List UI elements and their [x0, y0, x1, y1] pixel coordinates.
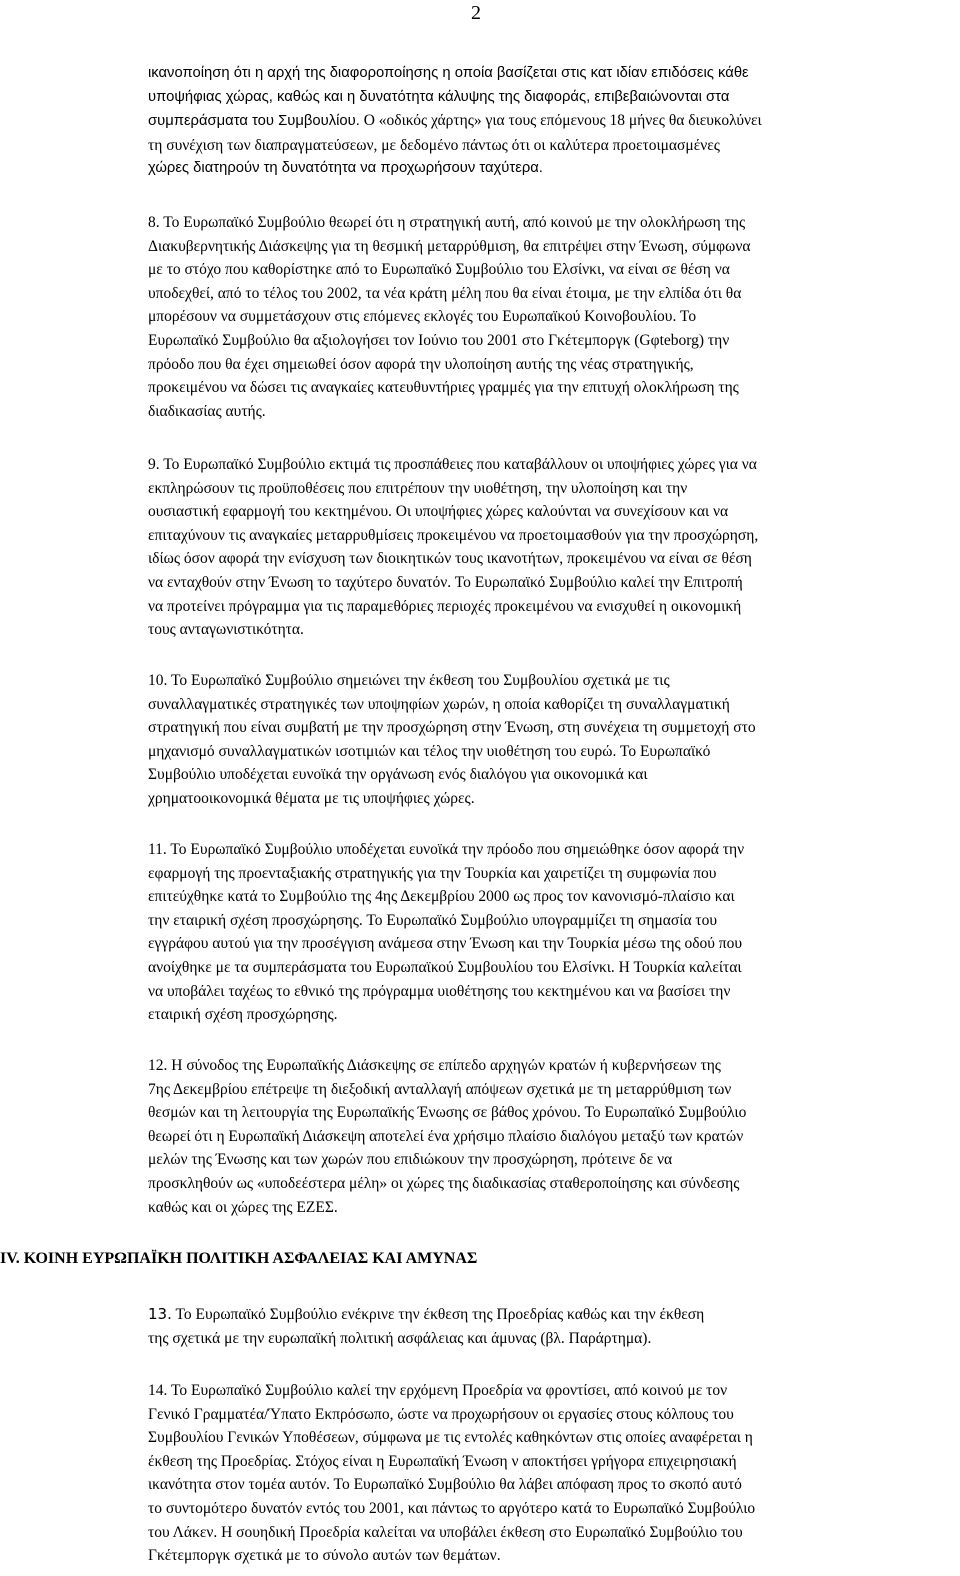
- paragraph-9-line: τους ανταγωνιστικότητα.: [148, 621, 304, 639]
- paragraph-9-line: επιταχύνουν τις αναγκαίες μεταρρυθμίσεις προκειμένου να προετοιμασθούν για την προσχώρηση,: [148, 526, 759, 544]
- intro-line-5: χώρες διατηρούν τη δυνατότητα να προχωρήσουν ταχύτερα.: [148, 160, 543, 177]
- intro-line-4: τη συνέχιση των διαπραγματεύσεων, με δεδομένο πάντως ότι οι καλύτερα προετοιμασμένες: [148, 136, 720, 154]
- paragraph-12-line: 7ης Δεκεμβρίου επέτρεψε τη διεξοδική ανταλλαγή απόψεων σχετικά με τη μεταρρύθμιση των: [148, 1080, 732, 1098]
- paragraph-9-line: να ενταχθούν στην Ένωση το ταχύτερο δυνατόν. Το Ευρωπαϊκό Συμβούλιο καλεί την Επιτροπή: [148, 573, 743, 591]
- paragraph-8-line: πρόοδο που θα έχει σημειωθεί όσον αφορά την υλοποίηση αυτής της νέας στρατηγικής,: [148, 355, 694, 373]
- intro-line-2: υποψήφιας χώρας, καθώς και η δυνατότητα κάλυψης της διαφοράς, επιβεβαιώνονται στα: [148, 88, 730, 105]
- paragraph-11-line: εφαρμογή της προενταξιακής στρατηγικής για την Τουρκία και χαιρετίζει τη συμφωνία που: [148, 864, 717, 882]
- paragraph-8-line: Διακυβερνητικής Διάσκεψης για τη θεσμική μεταρρύθμιση, θα επιτρέψει στην Ένωση, σύμφωνα: [148, 237, 751, 255]
- paragraph-13-number: 13.: [148, 1305, 172, 1323]
- paragraph-8-line: προκειμένου να δώσει τις αναγκαίες κατευθυντήριες γραμμές για την επιτυχή ολοκλήρωση της: [148, 379, 739, 397]
- paragraph-11: [148, 838, 956, 1027]
- paragraph-10-line: μηχανισμό συναλλαγματικών ισοτιμιών και τέλος την υιοθέτηση του ευρώ. Το Ευρωπαϊκό: [148, 742, 711, 760]
- paragraph-14-line: του Λάκεν. Η σουηδική Προεδρία καλείται να υποβάλει έκθεση στο Ευρωπαϊκό Συμβούλιο του: [148, 1523, 743, 1541]
- paragraph-9-line: ουσιαστική εφαρμογή του κεκτημένου. Οι υποψήφιες χώρες καλούνται να συνεχίσουν και να: [148, 503, 729, 521]
- paragraph-11-line: επιτεύχθηκε κατά το Συμβούλιο της 4ης Δεκεμβρίου 2000 ως προς τον κανονισμό-πλαίσιο και: [148, 888, 735, 906]
- paragraph-14-line: έκθεση της Προεδρίας. Στόχος είναι η Ευρωπαϊκή Ένωση ν αποκτήσει γρήγορα επιχειρησιακή: [148, 1452, 737, 1470]
- paragraph-10-line: 10. Το Ευρωπαϊκό Συμβούλιο σημειώνει την έκθεση του Συμβουλίου σχετικά με τις: [148, 672, 670, 689]
- intro-line-3-sans: συμπεράσματα του Συμβουλίου.: [148, 113, 360, 130]
- intro-line-3: [148, 109, 956, 134]
- paragraph-9-line: εκπληρώσουν τις προϋποθέσεις που επιτρέπουν την υιοθέτηση, την υλοποίηση και την: [148, 479, 688, 497]
- paragraph-13: [148, 1303, 956, 1350]
- paragraph-10-line: χρηματοοικονομικά θέματα με τις υποψήφιες χώρες.: [148, 789, 475, 807]
- paragraph-14-line: Συμβουλίου Γενικών Υποθέσεων, σύμφωνα με τις εντολές καθηκόντων στις οποίες αναφέρεται η: [148, 1429, 753, 1447]
- paragraph-14-line: Γενικό Γραμματέα/Ύπατο Εκπρόσωπο, ώστε να προχωρήσουν οι εργασίες στους κόλπους του: [148, 1405, 734, 1423]
- paragraph-11-line: να υποβάλει ταχέως το εθνικό της πρόγραμμα υιοθέτησης του κεκτημένου και να βασίσει την: [148, 982, 731, 1000]
- paragraph-8-line: μπορέσουν να συμμετάσχουν στις επόμενες εκλογές του Ευρωπαϊκού Κοινοβουλίου. Το: [148, 308, 697, 326]
- paragraph-12-line: θεσμών και τη λειτουργία της Ευρωπαϊκής Ένωσης σε βάθος χρόνου. Το Ευρωπαϊκό Συμβούλιο: [148, 1104, 747, 1122]
- paragraph-14-line: Γκέτεμποργκ σχετικά με το σύνολο αυτών των θεμάτων.: [148, 1547, 501, 1565]
- paragraph-9-line: 9. Το Ευρωπαϊκό Συμβούλιο εκτιμά τις προσπάθειες που καταβάλλουν οι υποψήφιες χώρες για να: [148, 456, 757, 473]
- paragraph-8-line: 8. Το Ευρωπαϊκό Συμβούλιο θεωρεί ότι η στρατηγική αυτή, από κοινού με την ολοκλήρωση της: [148, 214, 746, 231]
- paragraph-12-line: μελών της Ένωσης και των χωρών που επιδιώκουν την προσχώρηση, πρότεινε δε να: [148, 1151, 673, 1169]
- paragraph-11-line: 11. Το Ευρωπαϊκό Συμβούλιο υποδέχεται ευνοϊκά την πρόοδο που σημειώθηκε όσον αφορά την: [148, 841, 745, 858]
- paragraph-8-line: υποδεχθεί, από το τέλος του 2002, τα νέα κράτη μέλη που θα είναι έτοιμα, με την ελπίδα ότι θα: [148, 284, 742, 302]
- paragraph-8-line: Ευρωπαϊκό Συμβούλιο θα αξιολογήσει τον Ιούνιο του 2001 στο Γκέτεμποργκ (Gφteborg) την: [148, 331, 730, 349]
- paragraph-12-line: 12. Η σύνοδος της Ευρωπαϊκής Διάσκεψης σε επίπεδο αρχηγών κρατών ή κυβερνήσεων της: [148, 1057, 721, 1074]
- paragraph-8-line: διαδικασίας αυτής.: [148, 402, 266, 420]
- section-heading: IV. ΚΟΙΝΗ ΕΥΡΩΠΑΪΚΗ ΠΟΛΙΤΙΚΗ ΑΣΦΑΛΕΙΑΣ ΚΑΙ ΑΜΥΝΑΣ: [0, 1250, 478, 1267]
- paragraph-12: [148, 1054, 956, 1219]
- paragraph-9: [148, 453, 956, 642]
- paragraph-14-line: 14. Το Ευρωπαϊκό Συμβούλιο καλεί την ερχόμενη Προεδρία να φροντίσει, από κοινού με τον: [148, 1382, 728, 1399]
- paragraph-13-first-line: Το Ευρωπαϊκό Συμβούλιο ενέκρινε την έκθεση της Προεδρίας καθώς και την έκθεση: [171, 1306, 705, 1323]
- paragraph-9-line: να προτείνει πρόγραμμα για τις παραμεθόριες περιοχές προκειμένου να ενισχυθεί η οικονομική: [148, 597, 742, 615]
- paragraph-12-line: θεωρεί ότι η Ευρωπαϊκή Διάσκεψη αποτελεί ένα χρήσιμο πλαίσιο διαλόγου μεταξύ των κρατών: [148, 1127, 744, 1145]
- paragraph-13-line-1: [148, 1303, 956, 1327]
- paragraph-13-line: της σχετικά με την ευρωπαϊκή πολιτική ασφάλειας και άμυνας (βλ. Παράρτημα).: [148, 1329, 652, 1347]
- paragraph-11-line: ανοίχθηκε με τα συμπεράσματα του Ευρωπαϊκού Συμβουλίου του Ελσίνκι. Η Τουρκία καλείται: [148, 958, 742, 976]
- paragraph-8-line: με το στόχο που καθορίστηκε από το Ευρωπαϊκό Συμβούλιο του Ελσίνκι, να είναι σε θέση να: [148, 261, 730, 279]
- paragraph-11-line: την εταιρική σχέση προσχώρησης. Το Ευρωπαϊκό Συμβούλιο υπογραμμίζει τη σημασία του: [148, 911, 718, 929]
- paragraph-14-line: το συντομότερο δυνατόν εντός του 2001, και πάντως το αργότερο κατά το Ευρωπαϊκό Συμβούλιο: [148, 1499, 756, 1517]
- paragraph-14: [148, 1379, 956, 1568]
- paragraph-12-line: καθώς και οι χώρες της ΕΖΕΣ.: [148, 1198, 338, 1216]
- page-number: 2: [471, 2, 481, 24]
- paragraph-8: [148, 211, 956, 423]
- paragraph-14-line: ικανότητα στον τομέα αυτόν. Το Ευρωπαϊκό Συμβούλιο θα λάβει απόφαση προς το σκοπό αυτό: [148, 1476, 742, 1494]
- paragraph-11-line: εγγράφου αυτού για την προσέγγιση ανάμεσα στην Ένωση και την Τουρκία μέσω της οδού που: [148, 935, 743, 953]
- intro-line-3-serif: Ο «οδικός χάρτης» για τους επόμενους 18 μήνες θα διευκολύνει: [359, 112, 762, 130]
- intro-paragraph: [148, 62, 956, 181]
- paragraph-9-line: ιδίως όσον αφορά την ενίσχυση των διοικητικών τους ικανοτήτων, προκειμένου να είναι σε θέση: [148, 550, 752, 568]
- paragraph-12-line: προσκληθούν ως «υποδεέστερα μέλη» οι χώρες της διαδικασίας σταθεροποίησης και σύνδεσης: [148, 1174, 740, 1192]
- paragraph-10-line: στρατηγική που είναι συμβατή με την προσχώρηση στην Ένωση, στη συνέχεια τη συμμετοχή στο: [148, 719, 756, 737]
- paragraph-10: [148, 669, 956, 811]
- paragraph-10-line: Συμβούλιο υποδέχεται ευνοϊκά την οργάνωση ενός διαλόγου για οικονομικά και: [148, 766, 648, 784]
- paragraph-11-line: εταιρική σχέση προσχώρησης.: [148, 1006, 338, 1024]
- paragraph-10-line: συναλλαγματικές στρατηγικές των υποψηφίων χωρών, η οποία καθορίζει τη συναλλαγματική: [148, 695, 730, 713]
- intro-line-1: ικανοποίηση ότι η αρχή της διαφοροποίησης η οποία βασίζεται στις κατ ιδίαν επιδόσεις κάθε: [148, 65, 749, 81]
